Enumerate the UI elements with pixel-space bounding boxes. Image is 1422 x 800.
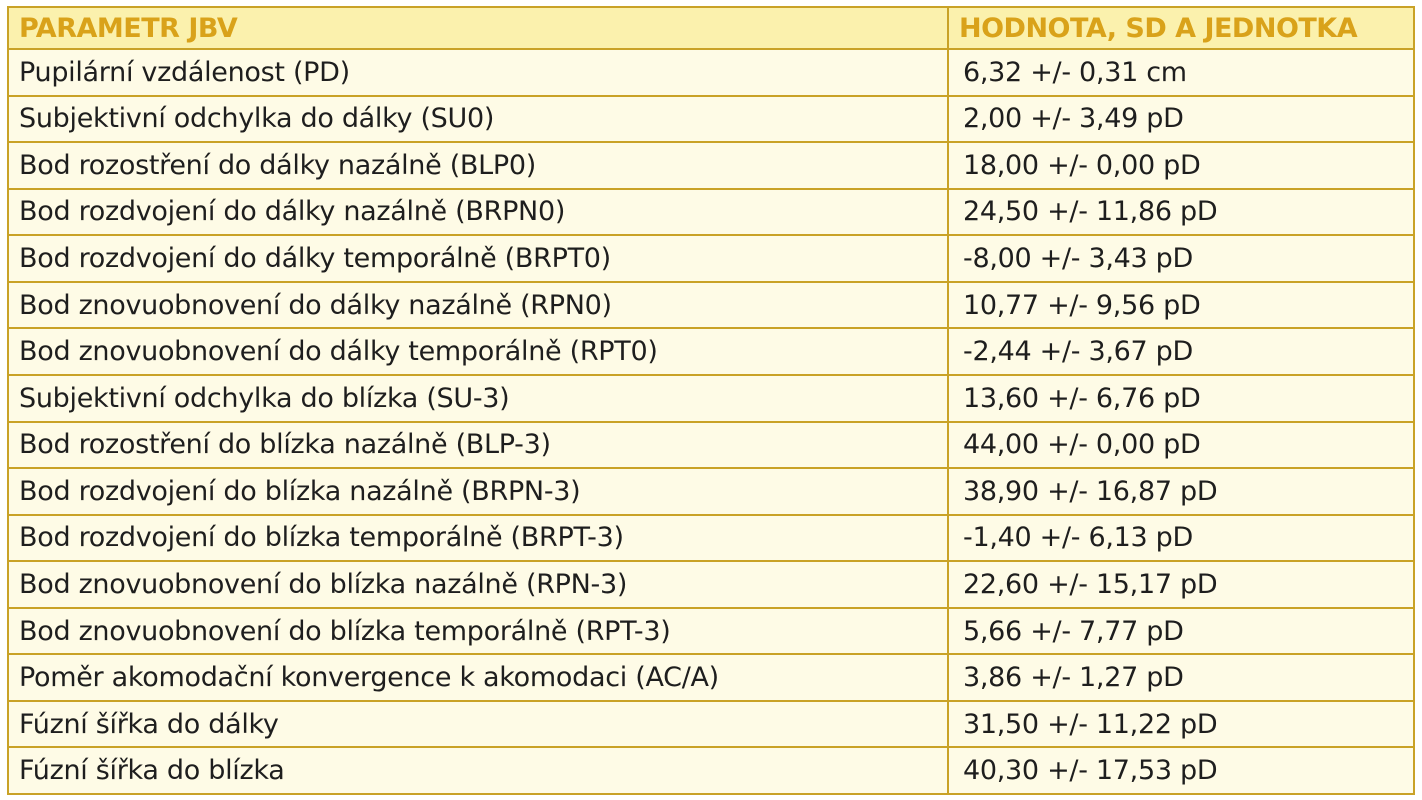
column-header-value: HODNOTA, SD A JEDNOTKA (948, 7, 1414, 49)
column-header-parameter: PARAMETR JBV (8, 7, 948, 49)
value-cell: 5,66 +/- 7,77 pD (948, 608, 1414, 655)
value-cell: 13,60 +/- 6,76 pD (948, 375, 1414, 422)
table-row (8, 282, 1414, 329)
value-cell: 24,50 +/- 11,86 pD (948, 189, 1414, 236)
parameter-cell: Bod rozdvojení do blízka temporálně (BRPT-3) (8, 515, 948, 562)
table-row (8, 96, 1414, 143)
table-row (8, 608, 1414, 655)
table-row (8, 747, 1414, 794)
table-row (8, 375, 1414, 422)
parameter-cell: Subjektivní odchylka do dálky (SU0) (8, 96, 948, 143)
parameter-cell: Poměr akomodační konvergence k akomodaci (AC/A) (8, 654, 948, 701)
parameter-cell: Bod rozdvojení do dálky nazálně (BRPN0) (8, 189, 948, 236)
value-cell: 40,30 +/- 17,53 pD (948, 747, 1414, 794)
parameter-cell: Bod znovuobnovení do blízka nazálně (RPN-3) (8, 561, 948, 608)
value-cell: 31,50 +/- 11,22 pD (948, 701, 1414, 748)
parameter-cell: Bod znovuobnovení do dálky nazálně (RPN0) (8, 282, 948, 329)
parameter-cell: Bod rozostření do dálky nazálně (BLP0) (8, 142, 948, 189)
table-row (8, 49, 1414, 96)
table-row (8, 468, 1414, 515)
value-cell: -2,44 +/- 3,67 pD (948, 328, 1414, 375)
parameter-cell: Bod rozostření do blízka nazálně (BLP-3) (8, 422, 948, 469)
parameter-table-container (7, 6, 1413, 795)
value-cell: -8,00 +/- 3,43 pD (948, 235, 1414, 282)
parameter-cell: Subjektivní odchylka do blízka (SU-3) (8, 375, 948, 422)
table-row (8, 142, 1414, 189)
value-cell: 38,90 +/- 16,87 pD (948, 468, 1414, 515)
table-row (8, 701, 1414, 748)
value-cell: 3,86 +/- 1,27 pD (948, 654, 1414, 701)
table-row (8, 561, 1414, 608)
parameter-cell: Bod znovuobnovení do blízka temporálně (RPT-3) (8, 608, 948, 655)
value-cell: 6,32 +/- 0,31 cm (948, 49, 1414, 96)
value-cell: 2,00 +/- 3,49 pD (948, 96, 1414, 143)
parameter-cell: Pupilární vzdálenost (PD) (8, 49, 948, 96)
parameter-cell: Fúzní šířka do dálky (8, 701, 948, 748)
value-cell: -1,40 +/- 6,13 pD (948, 515, 1414, 562)
table-row (8, 515, 1414, 562)
parameter-cell: Bod rozdvojení do blízka nazálně (BRPN-3) (8, 468, 948, 515)
value-cell: 18,00 +/- 0,00 pD (948, 142, 1414, 189)
table-row (8, 235, 1414, 282)
value-cell: 22,60 +/- 15,17 pD (948, 561, 1414, 608)
table-header-row (8, 7, 1414, 49)
parameter-table (7, 6, 1415, 795)
parameter-cell: Bod znovuobnovení do dálky temporálně (RPT0) (8, 328, 948, 375)
table-row (8, 422, 1414, 469)
table-row (8, 654, 1414, 701)
table-row (8, 189, 1414, 236)
value-cell: 10,77 +/- 9,56 pD (948, 282, 1414, 329)
parameter-cell: Bod rozdvojení do dálky temporálně (BRPT0) (8, 235, 948, 282)
parameter-cell: Fúzní šířka do blízka (8, 747, 948, 794)
value-cell: 44,00 +/- 0,00 pD (948, 422, 1414, 469)
table-row (8, 328, 1414, 375)
